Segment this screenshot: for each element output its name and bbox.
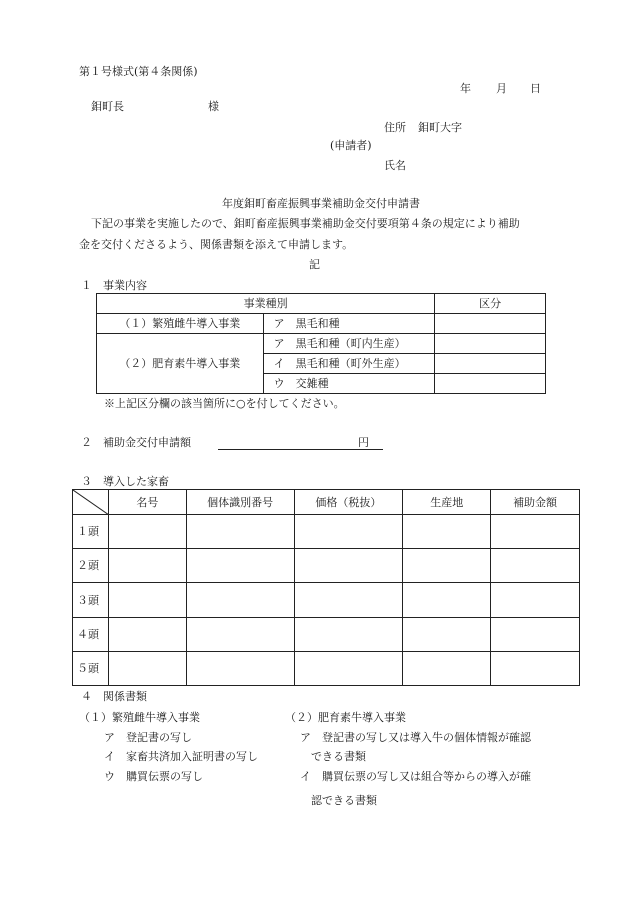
cell-origin-1[interactable] — [403, 515, 491, 549]
col-header-origin: 生産地 — [403, 490, 491, 515]
cell-subsidy-5[interactable] — [491, 652, 580, 686]
name-label: 氏名 — [384, 159, 406, 172]
col-header-name: 名号 — [108, 490, 186, 515]
cell-origin-2[interactable] — [403, 549, 491, 583]
document-title: 年度鉬町畜産振興事業補助金交付申請書 — [222, 197, 420, 210]
col-header-subsidy: 補助金額 — [491, 490, 580, 515]
cell-name-5[interactable] — [108, 652, 186, 686]
cell-id-2[interactable] — [186, 549, 294, 583]
category-cell-2[interactable] — [435, 334, 546, 354]
cell-id-5[interactable] — [186, 652, 294, 686]
cell-price-2[interactable] — [294, 549, 403, 583]
group1-item-1: ア 黒毛和種 — [263, 314, 435, 334]
group2-item-1: ア 黒毛和種（町内生産） — [263, 334, 435, 354]
docs-right-b-line2: 認できる書類 — [311, 794, 377, 807]
docs-right-a-line1: ア 登記書の写し又は導入牛の個体情報が確認 — [300, 731, 531, 744]
amount-unit: 円 — [358, 436, 369, 449]
row-label-1: １頭 — [73, 515, 109, 549]
cell-price-5[interactable] — [294, 652, 403, 686]
address-value: 鉬町大字 — [418, 121, 462, 134]
group2-item-2: イ 黒毛和種（町外生産） — [263, 354, 435, 374]
cell-price-4[interactable] — [294, 618, 403, 652]
col-header-price: 価格（税抜） — [294, 490, 403, 515]
amount-field[interactable] — [218, 449, 383, 450]
section4-heading: ４ 関係書類 — [81, 690, 147, 703]
body-text-line2: 金を交付くださるよう、関係書類を添えて申請します。 — [79, 238, 354, 251]
address-label: 住所 — [384, 121, 406, 134]
cell-id-4[interactable] — [186, 618, 294, 652]
group1-name: （１）繁殖雌牛導入事業 — [97, 314, 264, 334]
diagonal-line — [73, 490, 109, 515]
docs-right-a-line2: できる書類 — [311, 750, 366, 763]
honorific: 様 — [208, 100, 219, 113]
header-business-type: 事業種別 — [97, 294, 435, 314]
row-label-4: ４頭 — [73, 618, 109, 652]
group2-name: （２）肥育素牛導入事業 — [97, 334, 264, 394]
cell-price-1[interactable] — [294, 515, 403, 549]
row-label-3: ３頭 — [73, 583, 109, 618]
cell-name-4[interactable] — [108, 618, 186, 652]
docs-left-item-2: イ 家畜共済加入証明書の写し — [104, 750, 258, 763]
cell-origin-3[interactable] — [403, 583, 491, 618]
docs-right-b-line1: イ 購買伝票の写し又は組合等からの導入が確 — [300, 770, 531, 783]
business-type-table — [96, 293, 546, 394]
cell-subsidy-4[interactable] — [491, 618, 580, 652]
cell-subsidy-2[interactable] — [491, 549, 580, 583]
cell-id-1[interactable] — [186, 515, 294, 549]
cell-subsidy-3[interactable] — [491, 583, 580, 618]
cell-price-3[interactable] — [294, 583, 403, 618]
row-label-2: ２頭 — [73, 549, 109, 583]
addressee: 鉬町長 — [91, 100, 124, 113]
form-number: 第１号様式(第４条関係) — [79, 65, 198, 78]
section1-heading: １ 事業内容 — [81, 279, 147, 292]
cell-name-1[interactable] — [108, 515, 186, 549]
date-day-label: 日 — [530, 82, 541, 95]
cell-origin-4[interactable] — [403, 618, 491, 652]
cell-name-3[interactable] — [108, 583, 186, 618]
date-year-label: 年 — [460, 82, 471, 95]
corner-cell — [73, 490, 109, 515]
body-text-line1: 下記の事業を実施したので、鉬町畜産振興事業補助金交付要項第４条の規定により補助 — [91, 217, 520, 230]
docs-left-item-3: ウ 購買伝票の写し — [104, 770, 203, 783]
group2-item-3: ウ 交雑種 — [263, 374, 435, 394]
section1-note: ※上記区分欄の該当箇所に○を付してください。 — [104, 397, 345, 410]
cell-subsidy-1[interactable] — [491, 515, 580, 549]
section3-heading: ３ 導入した家畜 — [81, 475, 169, 488]
cell-id-3[interactable] — [186, 583, 294, 618]
col-header-id: 個体識別番号 — [186, 490, 294, 515]
category-cell-4[interactable] — [435, 374, 546, 394]
cell-name-2[interactable] — [108, 549, 186, 583]
header-category: 区分 — [435, 294, 546, 314]
date-month-label: 月 — [496, 82, 507, 95]
category-cell-1[interactable] — [435, 314, 546, 334]
docs-left-title: （１）繁殖雌牛導入事業 — [79, 711, 200, 724]
row-label-5: ５頭 — [73, 652, 109, 686]
category-cell-3[interactable] — [435, 354, 546, 374]
docs-left-item-1: ア 登記書の写し — [104, 731, 192, 744]
section2-heading: ２ 補助金交付申請額 — [81, 436, 191, 449]
ki-label: 記 — [309, 258, 320, 271]
cell-origin-5[interactable] — [403, 652, 491, 686]
applicant-label: (申請者) — [330, 139, 372, 152]
docs-right-title: （２）肥育素牛導入事業 — [285, 711, 406, 724]
livestock-table — [72, 489, 580, 686]
